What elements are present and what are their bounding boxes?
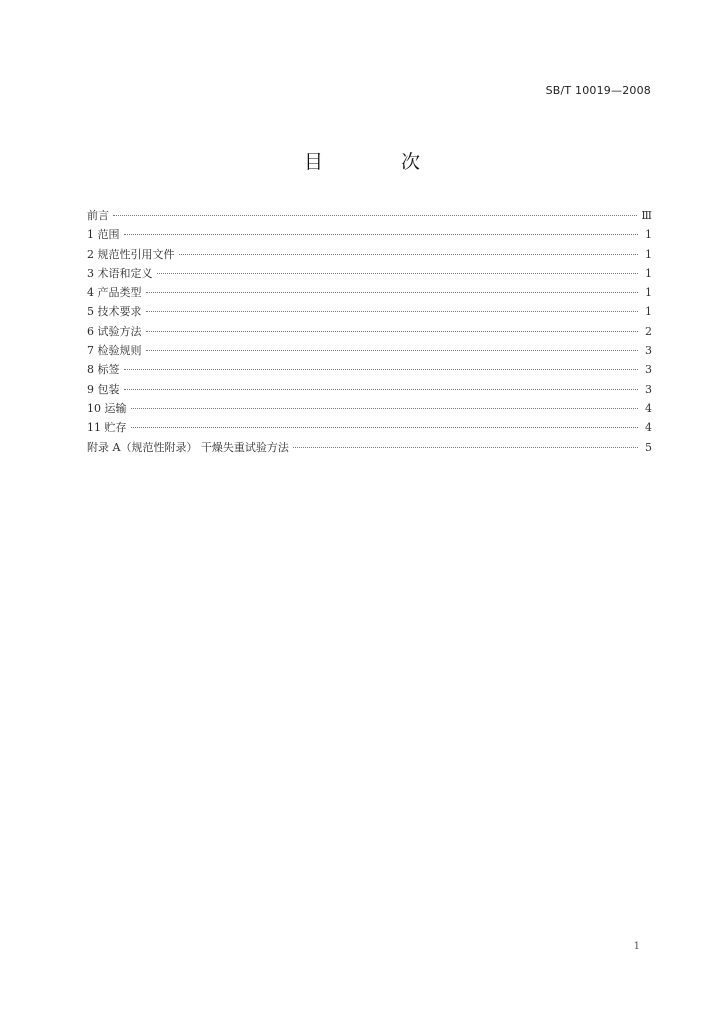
toc-entry-page: 3 bbox=[645, 382, 652, 396]
toc-entry-label: 10 运输 bbox=[87, 401, 127, 415]
toc-entry-storage[interactable] bbox=[87, 418, 652, 437]
dot-leader bbox=[146, 311, 639, 312]
dot-leader bbox=[124, 389, 639, 390]
toc-entry-label: 11 贮存 bbox=[87, 421, 127, 435]
toc-entry-label: 前言 bbox=[87, 209, 109, 222]
toc-entry-technical-requirements[interactable] bbox=[87, 302, 652, 321]
dot-leader bbox=[293, 447, 638, 448]
dot-leader bbox=[131, 408, 639, 409]
toc-entry-page: 2 bbox=[645, 324, 652, 338]
table-of-contents bbox=[87, 206, 652, 457]
dot-leader bbox=[124, 234, 639, 235]
toc-entry-terms-definitions[interactable] bbox=[87, 264, 652, 283]
page-title: 目 次 bbox=[303, 151, 457, 173]
toc-entry-packaging[interactable] bbox=[87, 380, 652, 399]
toc-entry-label: 附录 A（规范性附录） 干燥失重试验方法 bbox=[87, 440, 289, 454]
dot-leader bbox=[179, 254, 639, 255]
dot-leader bbox=[124, 369, 639, 370]
toc-entry-label: 2 规范性引用文件 bbox=[87, 247, 175, 261]
toc-entry-label: 5 技术要求 bbox=[87, 305, 142, 319]
toc-entry-product-types[interactable] bbox=[87, 283, 652, 302]
toc-entry-page: 3 bbox=[645, 344, 652, 358]
dot-leader bbox=[113, 215, 637, 216]
toc-entry-page: 1 bbox=[645, 266, 652, 280]
toc-entry-inspection-rules[interactable] bbox=[87, 341, 652, 360]
toc-entry-page: 4 bbox=[645, 421, 652, 435]
toc-entry-page: 1 bbox=[645, 286, 652, 300]
toc-entry-transportation[interactable] bbox=[87, 399, 652, 418]
toc-entry-page: Ⅲ bbox=[641, 209, 652, 222]
toc-entry-label: 8 标签 bbox=[87, 363, 120, 377]
dot-leader bbox=[146, 331, 639, 332]
toc-entry-scope[interactable] bbox=[87, 225, 652, 244]
toc-entry-annex-a[interactable] bbox=[87, 438, 652, 457]
toc-entry-foreword[interactable] bbox=[87, 206, 652, 225]
standard-code: SB/T 10019—2008 bbox=[545, 84, 651, 97]
dot-leader bbox=[146, 292, 639, 293]
toc-entry-label: 7 检验规则 bbox=[87, 344, 142, 358]
toc-entry-page: 1 bbox=[645, 247, 652, 261]
dot-leader bbox=[131, 427, 639, 428]
page-number: 1 bbox=[633, 941, 640, 952]
toc-entry-label: 3 术语和定义 bbox=[87, 266, 153, 280]
dot-leader bbox=[146, 350, 639, 351]
toc-entry-label: 4 产品类型 bbox=[87, 286, 142, 300]
toc-entry-page: 4 bbox=[645, 401, 652, 415]
toc-entry-label: 6 试验方法 bbox=[87, 324, 142, 338]
toc-entry-label: 1 范围 bbox=[87, 228, 120, 242]
toc-entry-page: 1 bbox=[645, 305, 652, 319]
toc-entry-normative-references[interactable] bbox=[87, 245, 652, 264]
toc-entry-page: 3 bbox=[645, 363, 652, 377]
toc-entry-page: 5 bbox=[645, 440, 652, 454]
toc-entry-page: 1 bbox=[645, 228, 652, 242]
toc-entry-labeling[interactable] bbox=[87, 360, 652, 379]
toc-entry-test-methods[interactable] bbox=[87, 322, 652, 341]
toc-entry-label: 9 包装 bbox=[87, 382, 120, 396]
dot-leader bbox=[157, 273, 639, 274]
